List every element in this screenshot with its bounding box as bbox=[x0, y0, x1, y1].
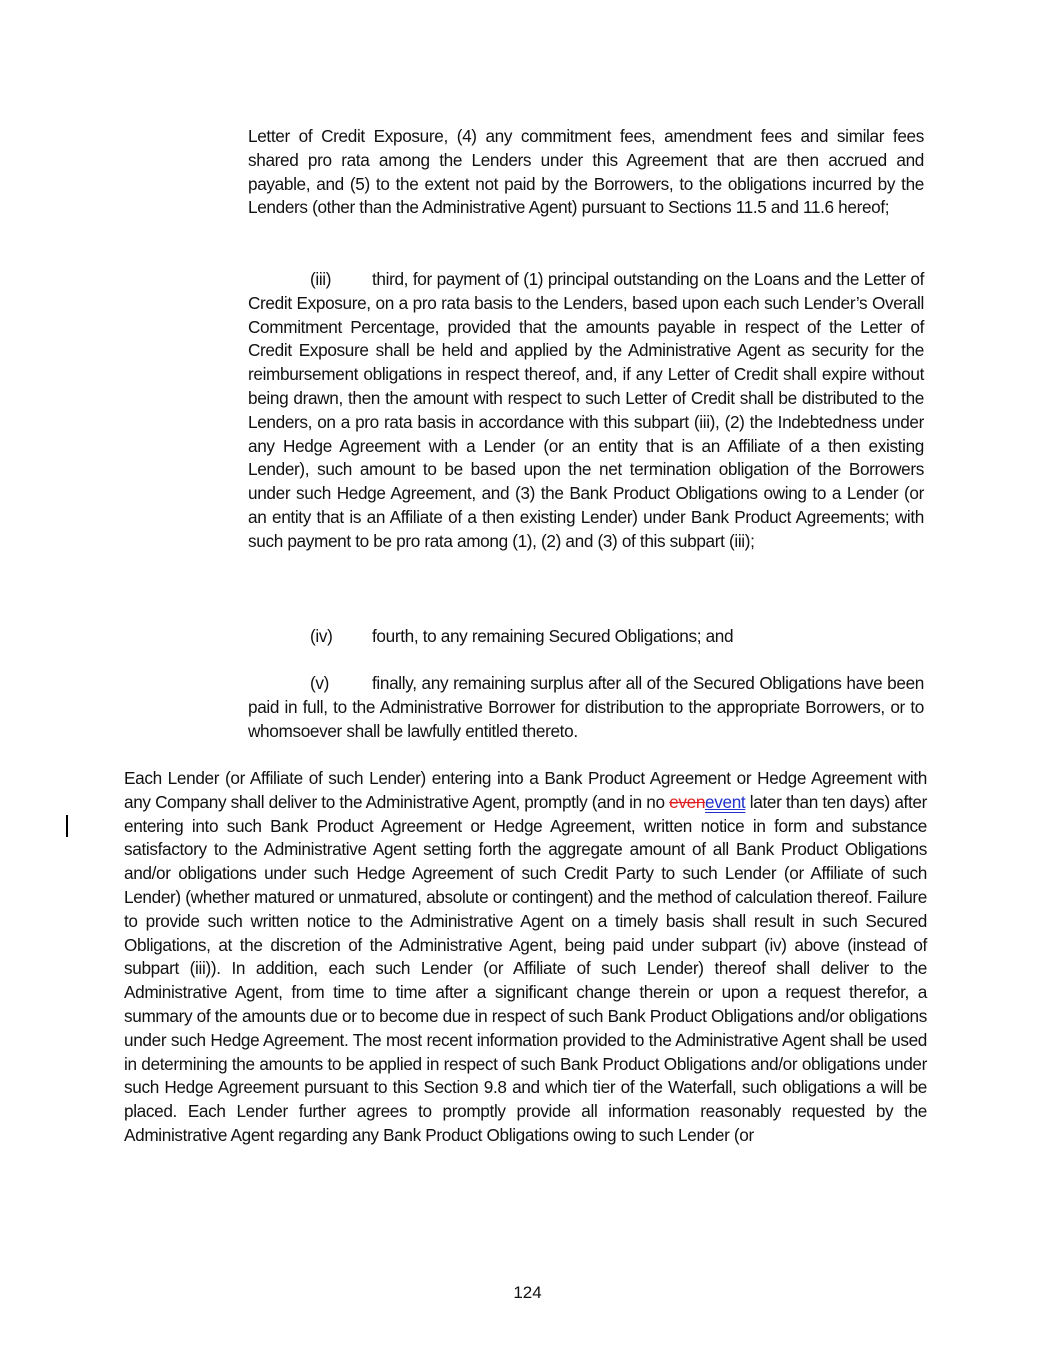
paragraph-continuation: Letter of Credit Exposure, (4) any commitment fees, amendment fees and similar fees shared pro rata among the Lenders under this Agreement that are then accrued and payable, and (5) to the extent not paid by the Borrowers, to the obligations incurred by the Lenders (other than the Administrative Agent) pursuant to Sections 11.5 and 11.6 hereof; bbox=[248, 126, 924, 218]
subpart-text: fourth, to any remaining Secured Obligations; and bbox=[372, 626, 734, 646]
page-number: 124 bbox=[513, 1283, 542, 1302]
tracked-deletion[interactable]: even bbox=[669, 791, 706, 812]
tracked-insertion[interactable]: event bbox=[705, 791, 746, 812]
paragraph-lender-notice bbox=[124, 767, 927, 1148]
subpart-text: finally, any remaining surplus after all of the Secured Obligations have been paid in full, to the Administrative Borrower for distribution to the appropriate Borrowers, or to whomsoever shall be lawfully entitled thereto. bbox=[248, 673, 924, 741]
paragraph-subpart-iii bbox=[248, 268, 924, 554]
revision-change-bar bbox=[66, 815, 68, 837]
paragraph-text: later than ten days) after entering into such Bank Product Agreement or Hedge Agreement, written notice in form and substance satisfactory to the Administrative Agent setting forth the aggregate amount of all Bank Product Obligations and/or obligations under such Hedge Agreement of such Credit Party to such Lender (or Affiliate of such Lender) (whether matured or unmatured, absolute or contingent) and the method of calculation thereof. Failure to provide such written notice to the Administrative Agent on a timely basis shall result in such Secured Obligations, at the discretion of the Administrative Agent, being paid under subpart (iv) above (instead of subpart (iii)). In addition, each such Lender (or Affiliate of such Lender) thereof shall deliver to the Administrative Agent, from time to time after a significant change therein or upon a request therefor, a summary of the amounts due or to become due in respect of such Bank Product Obligations and/or obligations under such Hedge Agreement. The most recent information provided to the Administrative Agent shall be used in determining the amounts to be applied in respect of such Bank Product Obligations and/or obligations under such Hedge Agreement pursuant to this Section 9.8 and which tier of the Waterfall, such obligations a will be placed. Each Lender further agrees to promptly provide all information reasonably requested by the Administrative Agent regarding any Bank Product Obligations owing to such Lender (or bbox=[124, 791, 927, 1145]
paragraph-subpart-v bbox=[248, 672, 924, 743]
subpart-number: (v) bbox=[310, 673, 329, 693]
subpart-number: (iv) bbox=[310, 626, 333, 646]
paragraph-text: Each Lender (or Affiliate of such Lender) entering into a Bank Product Agreement or Hedge Agreement with any Company shall deliver to the Administrative Agent, promptly (and in no bbox=[124, 768, 927, 812]
paragraph-subpart-iv bbox=[248, 625, 924, 649]
subpart-number: (iii) bbox=[310, 269, 332, 289]
subpart-text: third, for payment of (1) principal outstanding on the Loans and the Letter of Credit Exposure, on a pro rata basis to the Lenders, based upon each such Lender’s Overall Commitment Percentage, provided that the amounts payable in respect of the Letter of Credit Exposure shall be held and applied by the Administrative Agent as security for the reimbursement obligations in respect thereof, and, if any Letter of Credit shall expire without being drawn, then the amount with respect to such Letter of Credit shall be distributed to the Lenders, on a pro rata basis in accordance with this subpart (iii), (2) the Indebtedness under any Hedge Agreement with a Lender (or an entity that is an Affiliate of a then existing Lender), such amount to be based upon the net termination obligation of the Borrowers under such Hedge Agreement, and (3) the Bank Product Obligations owing to a Lender (or an entity that is an Affiliate of a then existing Lender) under Bank Product Agreements; with such payment to be pro rata among (1), (2) and (3) of this subpart (iii); bbox=[248, 269, 924, 551]
